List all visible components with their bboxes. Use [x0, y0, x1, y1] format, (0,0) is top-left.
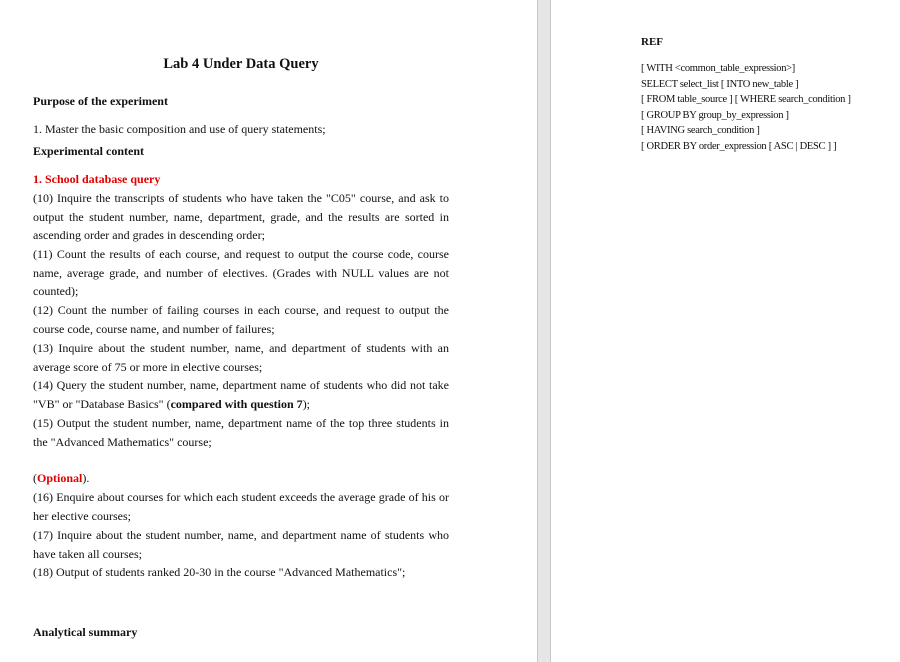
- ref-line: [ FROM table_source ] [ WHERE search_condition ]: [641, 94, 851, 106]
- question-14-end: );: [302, 396, 311, 411]
- content-heading: Experimental content: [33, 144, 144, 158]
- page-gutter: [537, 0, 551, 662]
- question-14-text: (14) Query the student number, name, department name of students who did not take "VB" or "Database Basics" (: [33, 378, 449, 411]
- ref-line: [ GROUP BY group_by_expression ]: [641, 109, 789, 121]
- ref-line: [ HAVING search_condition ]: [641, 125, 760, 137]
- ref-syntax-list: [641, 61, 851, 155]
- ref-line: [ ORDER BY order_expression [ ASC | DESC ] ]: [641, 140, 837, 152]
- question-10: (10) Inquire the transcripts of students who have taken the "C05" course, and ask to output the student number, name, department, grade, and the results are sorted in ascending order and grades in descending order;: [33, 191, 449, 242]
- ref-title: REF: [641, 36, 663, 48]
- question-14-emphasis: compared with question 7: [170, 396, 303, 411]
- question-16: (16) Enquire about courses for which each student exceeds the average grade of his or her elective courses;: [33, 490, 449, 523]
- optional-open: (: [33, 471, 37, 485]
- purpose-text: 1. Master the basic composition and use of query statements;: [33, 122, 326, 136]
- ref-line: [ WITH <common_table_expression>]: [641, 63, 795, 74]
- question-14: [33, 376, 449, 413]
- page-title: Lab 4 Under Data Query: [163, 56, 319, 72]
- question-12: (12) Count the number of failing courses in each course, and request to output the course code, course name, and number of failures;: [33, 303, 449, 336]
- optional-close: ).: [82, 471, 90, 485]
- ref-line: SELECT select_list [ INTO new_table ]: [641, 78, 799, 90]
- question-15: (15) Output the student number, name, department name of the top three students in the "Advanced Mathematics" course;: [33, 416, 449, 449]
- summary-heading: Analytical summary: [33, 625, 138, 639]
- purpose-heading: Purpose of the experiment: [33, 94, 168, 108]
- section-heading-school-db: 1. School database query: [33, 172, 161, 186]
- optional-label-line: [33, 470, 89, 486]
- optional-label: Optional: [37, 471, 83, 485]
- question-13: (13) Inquire about the student number, name, and department of students with an average score of 75 or more in elective courses;: [33, 341, 449, 374]
- question-11: (11) Count the results of each course, and request to output the course code, course name, average grade, and number of electives. (Grades with NULL values are not counted);: [33, 247, 449, 298]
- question-18: (18) Output of students ranked 20-30 in the course "Advanced Mathematics";: [33, 565, 406, 579]
- document-page-right: [551, 0, 900, 662]
- question-17: (17) Inquire about the student number, name, and department name of students who have taken all courses;: [33, 528, 449, 561]
